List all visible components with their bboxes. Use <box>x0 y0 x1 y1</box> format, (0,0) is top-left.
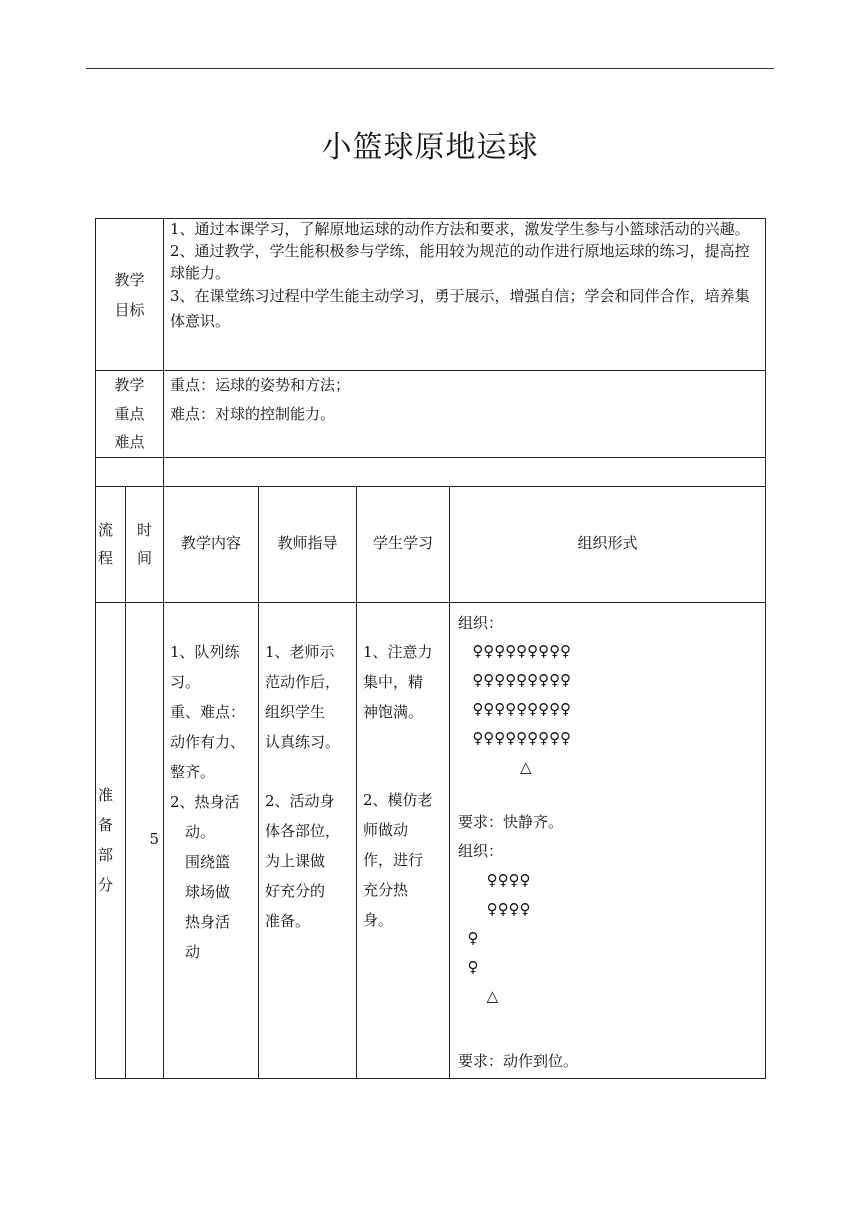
requirement-1: 要求：快静齐。 <box>458 813 564 832</box>
prep-student <box>357 602 450 1078</box>
student-line: 集中，精 <box>363 672 424 691</box>
lesson-plan-table <box>95 218 766 1079</box>
org-line <box>458 1011 761 1037</box>
warmup-row-1: ♀♀♀♀ <box>458 871 531 889</box>
goal-item-1: 1、通过本课学习，了解原地运球的动作方法和要求，激发学生参与小篮球活动的兴趣。 <box>170 220 750 238</box>
org-line: 组织： <box>458 613 504 632</box>
content-line: 动作有力、 <box>170 732 246 751</box>
key-point: 重点：运球的姿势和方法； <box>170 376 351 394</box>
header-rule <box>86 68 774 69</box>
page-title: 小篮球原地运球 <box>321 130 539 165</box>
student-line: 师做动 <box>363 820 409 839</box>
org-line: 组织： <box>458 842 504 861</box>
content-line: 动。 <box>170 822 216 841</box>
teacher-line: 范动作后， <box>265 672 341 691</box>
header-flow: 流 程 <box>96 486 126 602</box>
teacher-line: 2、活动身 <box>265 791 335 810</box>
formation-row-3: ♀♀♀♀♀♀♀♀♀ <box>458 700 571 719</box>
teacher-line: 1、老师示 <box>265 642 335 661</box>
student-line: 作，进行 <box>363 850 424 869</box>
content-line: 习。 <box>170 672 201 691</box>
header-teacher: 教师指导 <box>259 486 357 602</box>
formation-row-4: ♀♀♀♀♀♀♀♀♀ <box>458 729 571 748</box>
student-line: 神饱满。 <box>363 702 424 721</box>
prep-organization <box>450 602 766 1078</box>
teacher-line <box>265 757 352 786</box>
header-organization: 组织形式 <box>450 486 766 602</box>
content-line: 球场做 <box>170 882 231 901</box>
header-time: 时 间 <box>126 486 164 602</box>
blank-cell-left <box>96 457 164 486</box>
goals-label: 教学 目标 <box>96 219 164 371</box>
student-line <box>363 727 445 756</box>
content-line: 热身活 <box>170 912 231 931</box>
student-line: 充分热 <box>363 880 409 899</box>
content-line: 1、队列练 <box>170 642 240 661</box>
student-line: 1、注意力 <box>363 642 433 661</box>
warmup-row-4: ♀ <box>458 957 479 976</box>
blank-cell-right <box>164 457 766 486</box>
content-line: 围绕篮 <box>170 852 231 871</box>
student-line: 身。 <box>363 910 394 929</box>
goals-row <box>96 219 766 371</box>
teacher-triangle-2: △ <box>458 986 499 1005</box>
org-line <box>458 1037 761 1047</box>
teacher-line: 体各部位， <box>265 821 341 840</box>
teacher-line: 准备。 <box>265 911 311 930</box>
formation-row-1: ♀♀♀♀♀♀♀♀♀ <box>458 642 571 661</box>
prep-row <box>96 602 766 1078</box>
header-content: 教学内容 <box>164 486 259 602</box>
header-student: 学生学习 <box>357 486 450 602</box>
prep-time: 5 <box>126 602 164 1078</box>
requirement-2: 要求：动作到位。 <box>458 1051 579 1070</box>
keypoints-label: 教学 重点 难点 <box>96 371 164 458</box>
warmup-row-2: ♀♀♀♀ <box>458 899 531 918</box>
content-line: 动 <box>170 942 201 961</box>
teacher-line: 为上课做 <box>265 851 326 870</box>
goal-item-2: 2、通过教学，学生能积极参与学练，能用较为规范的动作进行原地运球的练习，提高控球能力。 <box>170 241 750 282</box>
warmup-row-3: ♀ <box>458 928 479 947</box>
formation-row-2: ♀♀♀♀♀♀♀♀♀ <box>458 671 571 690</box>
goal-item-3: 3、在课堂练习过程中学生能主动学习，勇于展示，增强自信；学会和同伴合作，培养集体意识。 <box>170 287 750 330</box>
prep-flow: 准 备 部 分 <box>96 602 126 1078</box>
teacher-triangle-1: △ <box>458 758 532 777</box>
header-row <box>96 486 766 602</box>
teacher-line: 好充分的 <box>265 881 326 900</box>
student-line: 2、模仿老 <box>363 790 433 809</box>
prep-content <box>164 602 259 1078</box>
teacher-line: 组织学生 <box>265 702 326 721</box>
keypoints-content <box>164 371 766 458</box>
org-line <box>458 782 761 808</box>
prep-teacher <box>259 602 357 1078</box>
keypoints-row <box>96 371 766 458</box>
blank-row <box>96 457 766 486</box>
teacher-line: 认真练习。 <box>265 732 341 751</box>
content-line: 重、难点： <box>170 702 246 721</box>
content-line: 整齐。 <box>170 762 216 781</box>
student-line <box>363 756 445 785</box>
content-line: 2、热身活 <box>170 792 240 811</box>
difficulty-point: 难点：对球的控制能力。 <box>170 404 336 423</box>
goals-content <box>164 219 766 371</box>
